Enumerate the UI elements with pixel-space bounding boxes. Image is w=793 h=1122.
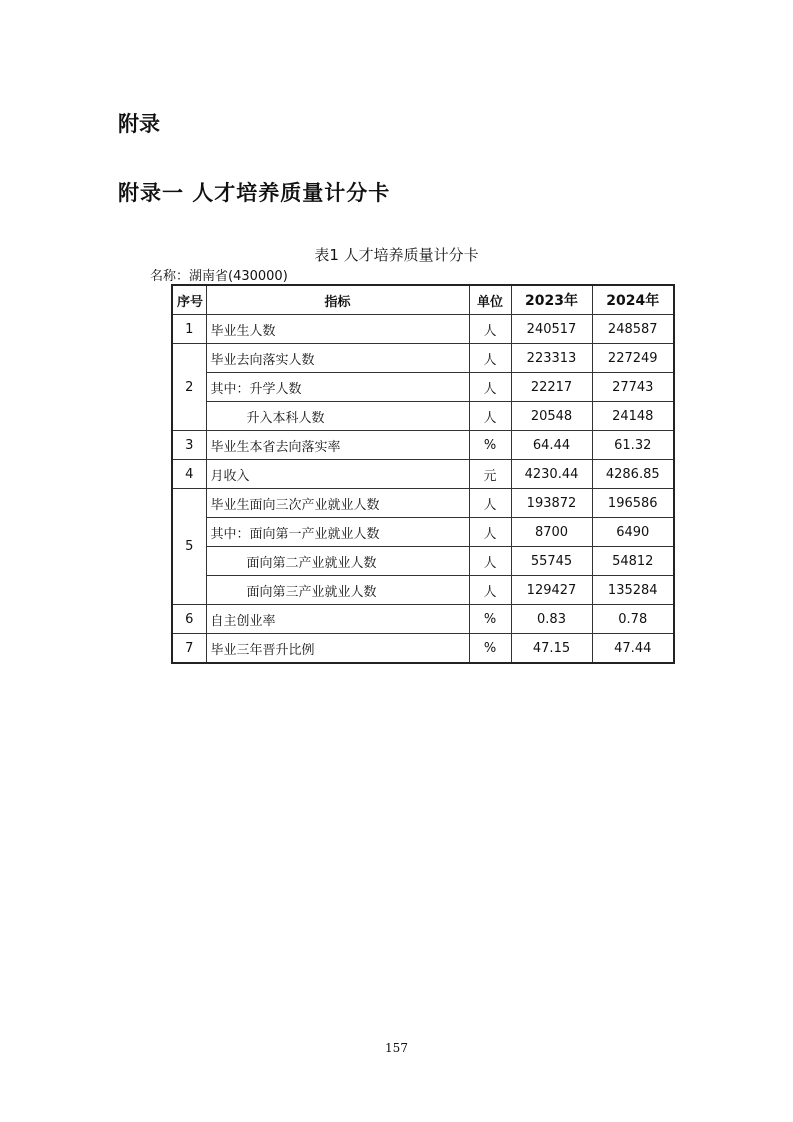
row-indicator: 月收入 <box>206 460 469 489</box>
row-value-2023: 240517 <box>511 315 592 344</box>
header-unit: 单位 <box>469 285 511 315</box>
row-unit: 人 <box>469 315 511 344</box>
talent-quality-scorecard-table <box>171 284 675 664</box>
row-value-2023: 129427 <box>511 576 592 605</box>
row-indicator: 毕业生本省去向落实率 <box>206 431 469 460</box>
row-unit: 人 <box>469 518 511 547</box>
header-seq: 序号 <box>172 285 206 315</box>
row-unit: % <box>469 605 511 634</box>
row-indicator: 自主创业率 <box>206 605 469 634</box>
table-row <box>172 518 674 547</box>
row-value-2024: 135284 <box>592 576 674 605</box>
table-row <box>172 547 674 576</box>
table-row <box>172 402 674 431</box>
row-unit: 元 <box>469 460 511 489</box>
header-2023: 2023年 <box>511 285 592 315</box>
row-seq: 1 <box>172 315 206 344</box>
row-value-2024: 24148 <box>592 402 674 431</box>
row-value-2023: 4230.44 <box>511 460 592 489</box>
table-row <box>172 344 674 373</box>
appendix-one-heading: 附录一 人才培养质量计分卡 <box>118 181 391 205</box>
row-unit: 人 <box>469 344 511 373</box>
row-unit: % <box>469 634 511 664</box>
row-value-2024: 6490 <box>592 518 674 547</box>
row-unit: 人 <box>469 373 511 402</box>
table-row <box>172 634 674 664</box>
row-indicator: 面向第三产业就业人数 <box>206 576 469 605</box>
region-name-label: 名称：湖南省(430000) <box>150 269 288 284</box>
table-row <box>172 489 674 518</box>
row-seq: 3 <box>172 431 206 460</box>
row-indicator: 毕业去向落实人数 <box>206 344 469 373</box>
row-value-2024: 196586 <box>592 489 674 518</box>
row-seq: 6 <box>172 605 206 634</box>
row-value-2023: 223313 <box>511 344 592 373</box>
row-indicator: 面向第二产业就业人数 <box>206 547 469 576</box>
row-seq: 2 <box>172 344 206 431</box>
row-value-2024: 0.78 <box>592 605 674 634</box>
row-seq: 4 <box>172 460 206 489</box>
row-unit: 人 <box>469 576 511 605</box>
row-value-2024: 54812 <box>592 547 674 576</box>
table-row <box>172 605 674 634</box>
row-indicator: 毕业生人数 <box>206 315 469 344</box>
row-unit: 人 <box>469 402 511 431</box>
row-unit: 人 <box>469 489 511 518</box>
page-number: 157 <box>385 1041 408 1055</box>
table-header-row <box>172 285 674 315</box>
row-value-2024: 227249 <box>592 344 674 373</box>
row-value-2023: 20548 <box>511 402 592 431</box>
table-row <box>172 460 674 489</box>
row-unit: % <box>469 431 511 460</box>
row-value-2023: 193872 <box>511 489 592 518</box>
row-value-2023: 8700 <box>511 518 592 547</box>
table-row <box>172 576 674 605</box>
row-value-2023: 22217 <box>511 373 592 402</box>
row-indicator: 其中：升学人数 <box>206 373 469 402</box>
row-value-2024: 4286.85 <box>592 460 674 489</box>
row-value-2024: 27743 <box>592 373 674 402</box>
header-indicator: 指标 <box>206 285 469 315</box>
header-2024: 2024年 <box>592 285 674 315</box>
row-value-2023: 64.44 <box>511 431 592 460</box>
table-row <box>172 315 674 344</box>
row-unit: 人 <box>469 547 511 576</box>
row-indicator: 毕业生面向三次产业就业人数 <box>206 489 469 518</box>
row-indicator: 毕业三年晋升比例 <box>206 634 469 664</box>
table-row <box>172 373 674 402</box>
row-seq: 5 <box>172 489 206 605</box>
row-value-2024: 248587 <box>592 315 674 344</box>
row-value-2024: 47.44 <box>592 634 674 664</box>
row-value-2024: 61.32 <box>592 431 674 460</box>
row-value-2023: 47.15 <box>511 634 592 664</box>
row-indicator: 其中：面向第一产业就业人数 <box>206 518 469 547</box>
appendix-heading: 附录 <box>118 112 160 136</box>
table-row <box>172 431 674 460</box>
row-value-2023: 0.83 <box>511 605 592 634</box>
row-value-2023: 55745 <box>511 547 592 576</box>
row-indicator: 升入本科人数 <box>206 402 469 431</box>
table-caption: 表1 人才培养质量计分卡 <box>314 246 479 264</box>
row-seq: 7 <box>172 634 206 664</box>
